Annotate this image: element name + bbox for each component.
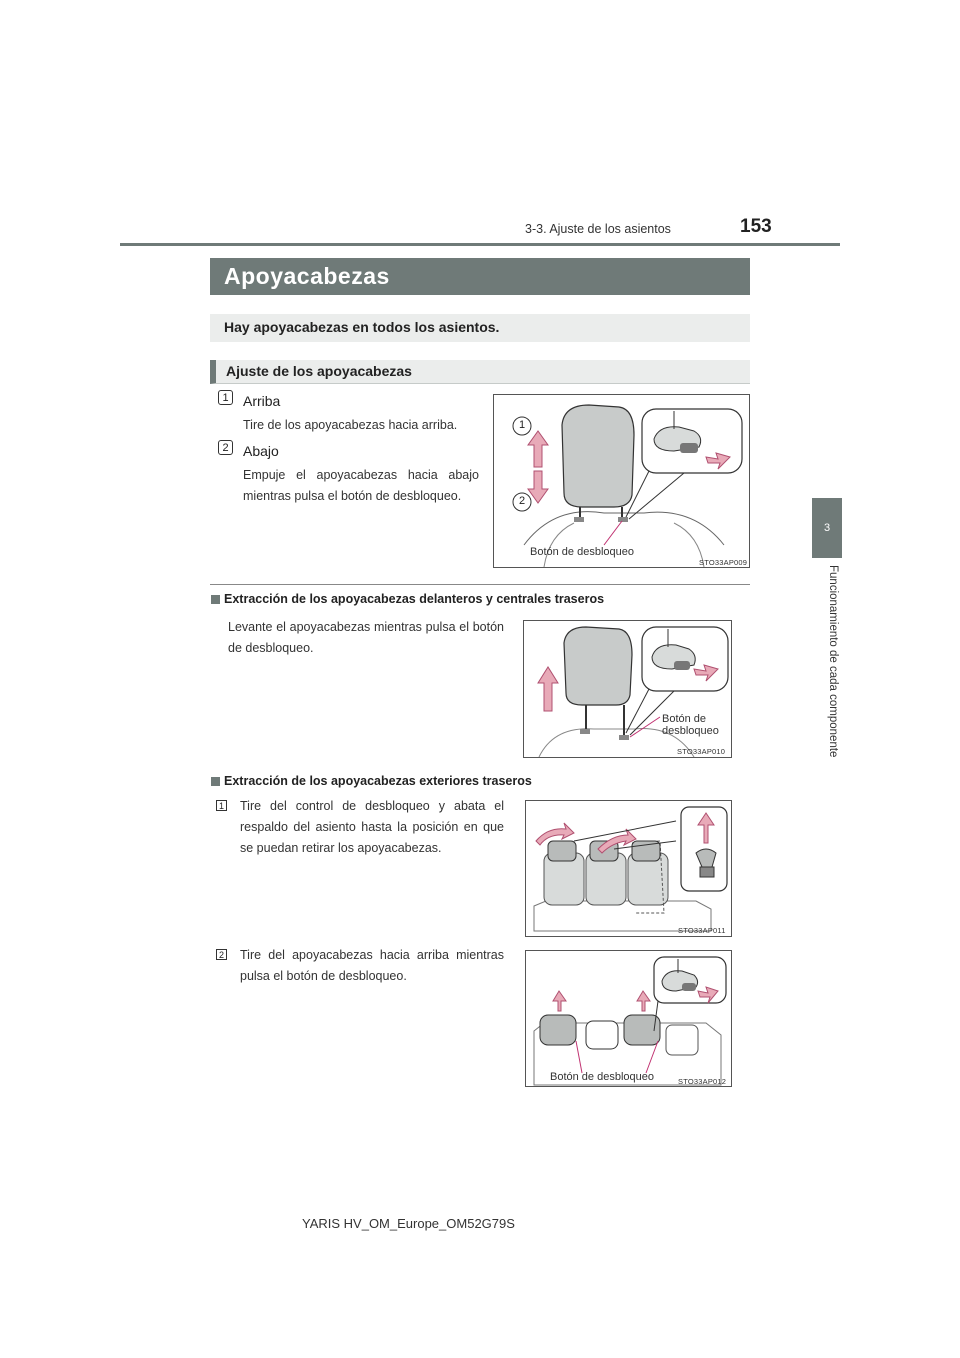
figure-code: STO33AP010 — [677, 747, 726, 756]
rear-headrest-removal-figure — [525, 950, 732, 1087]
manual-footer: YARIS HV_OM_Europe_OM52G79S — [302, 1216, 515, 1231]
headrest-removal-front-figure — [523, 620, 732, 758]
figure-code: STO33AP009 — [699, 558, 748, 567]
page-title: Apoyacabezas — [224, 263, 390, 289]
item-text-up: Tire de los apoyacabezas hacia arriba. — [243, 418, 458, 432]
removal-front-text: Levante el apoyacabezas mientras pulsa el botón de desbloqueo. — [228, 620, 504, 655]
callout-2: 2 — [518, 495, 526, 507]
item-title-up: Arriba — [243, 393, 281, 409]
chapter-label: Funcionamiento de cada componente — [827, 565, 839, 758]
removal-rear-heading: Extracción de los apoyacabezas exteriores traseros — [224, 774, 532, 788]
step-number-2: 2 — [216, 949, 227, 960]
item-number-2: 2 — [218, 440, 233, 455]
bullet-square — [211, 777, 220, 786]
section-divider — [210, 584, 750, 585]
bullet-square — [211, 595, 220, 604]
item-text-down: Empuje el apoyacabezas hacia abajo mientras pulsa el botón de desbloqueo. — [243, 468, 479, 503]
step-text-1: Tire del control de desbloqueo y abata el respaldo del asiento hasta la posición en que se puedan retirar los apoyacabezas. — [240, 799, 504, 855]
headrest-adjust-figure — [493, 394, 750, 568]
chapter-number: 3 — [823, 522, 831, 534]
release-button-label-line2: desbloqueo — [662, 725, 719, 737]
item-title-down: Abajo — [243, 443, 279, 459]
adjust-heading-bar — [210, 360, 750, 384]
page-title-bar — [210, 258, 750, 295]
item-number-1: 1 — [218, 390, 233, 405]
step-number-1: 1 — [216, 800, 227, 811]
page-number: 153 — [740, 216, 772, 237]
intro-box — [210, 314, 750, 342]
header-rule — [120, 243, 840, 246]
intro-text: Hay apoyacabezas en todos los asientos. — [224, 319, 500, 335]
chapter-tab — [812, 498, 842, 558]
callout-1: 1 — [518, 419, 526, 431]
figure-code: STO33AP011 — [678, 926, 726, 935]
release-button-label: Botón de desbloqueo — [530, 546, 634, 558]
release-button-label: Botón de desbloqueo — [550, 1071, 654, 1083]
step-text-2: Tire del apoyacabezas hacia arriba mientras pulsa el botón de desbloqueo. — [240, 948, 504, 983]
figure-code: STO33AP012 — [678, 1077, 727, 1086]
rear-seatback-fold-figure — [525, 800, 732, 937]
release-button-label-line1: Botón de — [662, 713, 707, 725]
removal-front-heading: Extracción de los apoyacabezas delanteros y centrales traseros — [224, 592, 605, 606]
section-name: 3-3. Ajuste de los asientos — [525, 222, 671, 236]
adjust-heading: Ajuste de los apoyacabezas — [226, 363, 412, 379]
